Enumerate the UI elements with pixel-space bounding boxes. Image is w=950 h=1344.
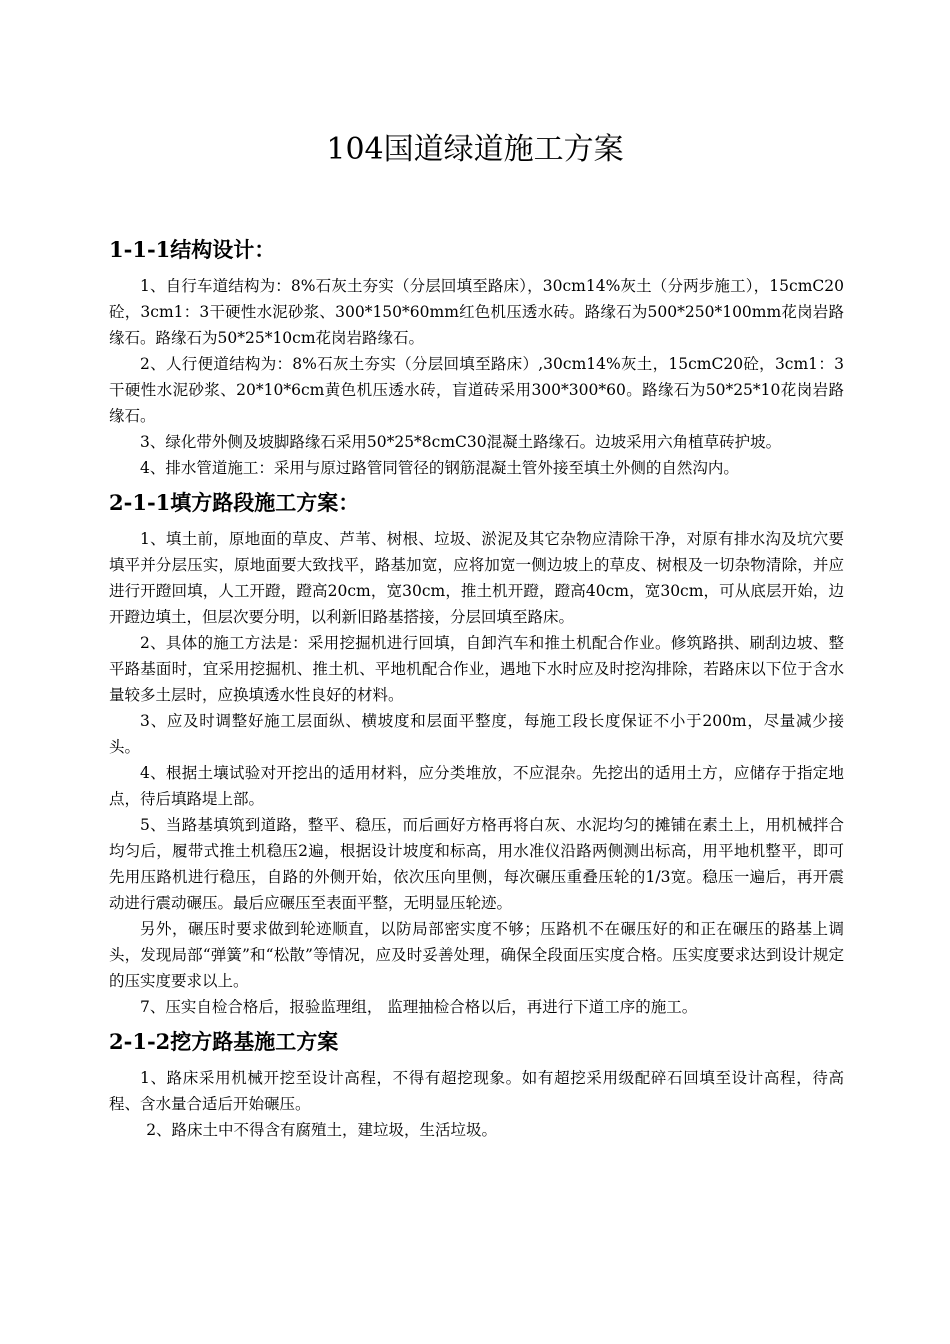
paragraph: 1、自行车道结构为：8%石灰土夯实（分层回填至路床），30cm14%灰土（分两步施工），15cmC20砼，3cm1：3干硬性水泥砂浆、300*150*60mm红色机压透水砖。路缘石为500*250*100mm花岗岩路缘石。路缘石为50*25*10cm花岗岩路缘石。 <box>109 277 844 347</box>
paragraph: 3、应及时调整好施工层面纵、横坡度和层面平整度，每施工段长度保证不小于200m，尽量减少接头。 <box>109 712 844 756</box>
paragraph: 4、根据土壤试验对开挖出的适用材料，应分类堆放，不应混杂。先挖出的适用土方，应储存于指定地点，待后填路堤上部。 <box>109 764 844 808</box>
paragraph: 5、当路基填筑到道路，整平、稳压，而后画好方格再将白灰、水泥均匀的摊铺在素土上，用机械拌合均匀后，履带式推土机稳压2遍，根据设计坡度和标高，用水准仪沿路两侧测出标高，用平地机整平，即可先用压路机进行稳压，自路的外侧开始，依次压向里侧，每次碾压重叠压轮的1/3宽。稳压一遍后，再开震动进行震动碾压。最后应碾压至表面平整，无明显压轮迹。 <box>109 816 844 912</box>
paragraph: 7、压实自检合格后，报验监理组， 监理抽检合格以后，再进行下道工序的施工。 <box>140 998 698 1016</box>
paragraph: 2、路床土中不得含有腐殖土，建垃圾，生活垃圾。 <box>146 1121 498 1139</box>
paragraph: 3、绿化带外侧及坡脚路缘石采用50*25*8cmC30混凝土路缘石。边坡采用六角植草砖护坡。 <box>140 433 782 451</box>
paragraph: 2、具体的施工方法是：采用挖掘机进行回填，自卸汽车和推土机配合作业。修筑路拱、刷刮边坡、整平路基面时，宜采用挖掘机、推土机、平地机配合作业，遇地下水时应及时挖沟排除，若路床以下位于含水量较多土层时，应换填透水性良好的材料。 <box>109 634 844 704</box>
section-heading-fill-section: 2-1-1填方路段施工方案： <box>109 490 360 515</box>
section-heading-cut-subgrade: 2-1-2挖方路基施工方案 <box>109 1029 339 1054</box>
paragraph: 1、路床采用机械开挖至设计高程，不得有超挖现象。如有超挖采用级配碎石回填至设计高程，待高程、含水量合适后开始碾压。 <box>109 1069 844 1113</box>
section-heading-structure-design: 1-1-1结构设计： <box>109 237 276 262</box>
paragraph: 另外，碾压时要求做到轮迹顺直，以防局部密实度不够；压路机不在碾压好的和正在碾压的路基上调头，发现局部“弹簧”和“松散”等情况，应及时妥善处理，确保全段面压实度合格。压实度要求达到设计规定的压实度要求以上。 <box>109 920 844 990</box>
paragraph: 2、人行便道结构为：8%石灰土夯实（分层回填至路床）,30cm14%灰土，15cmC20砼，3cm1：3干硬性水泥砂浆、20*10*6cm黄色机压透水砖，盲道砖采用300*300*60。路缘石为50*25*10花岗岩路缘石。 <box>109 355 844 425</box>
paragraph: 4、排水管道施工：采用与原过路管同管径的钢筋混凝土管外接至填土外侧的自然沟内。 <box>140 459 739 477</box>
paragraph: 1、填土前，原地面的草皮、芦苇、树根、垃圾、淤泥及其它杂物应清除干净，对原有排水沟及坑穴要填平并分层压实，原地面要大致找平，路基加宽，应将加宽一侧边坡上的草皮、树根及一切杂物清除，并应进行开蹬回填，人工开蹬，蹬高20cm，宽30cm，推土机开蹬，蹬高40cm，宽30cm，可从底层开始，边开蹬边填土，但层次要分明，以利新旧路基搭接，分层回填至路床。 <box>109 530 844 626</box>
document-body <box>109 230 844 1143</box>
document-title: 104国道绿道施工方案 <box>326 132 624 167</box>
